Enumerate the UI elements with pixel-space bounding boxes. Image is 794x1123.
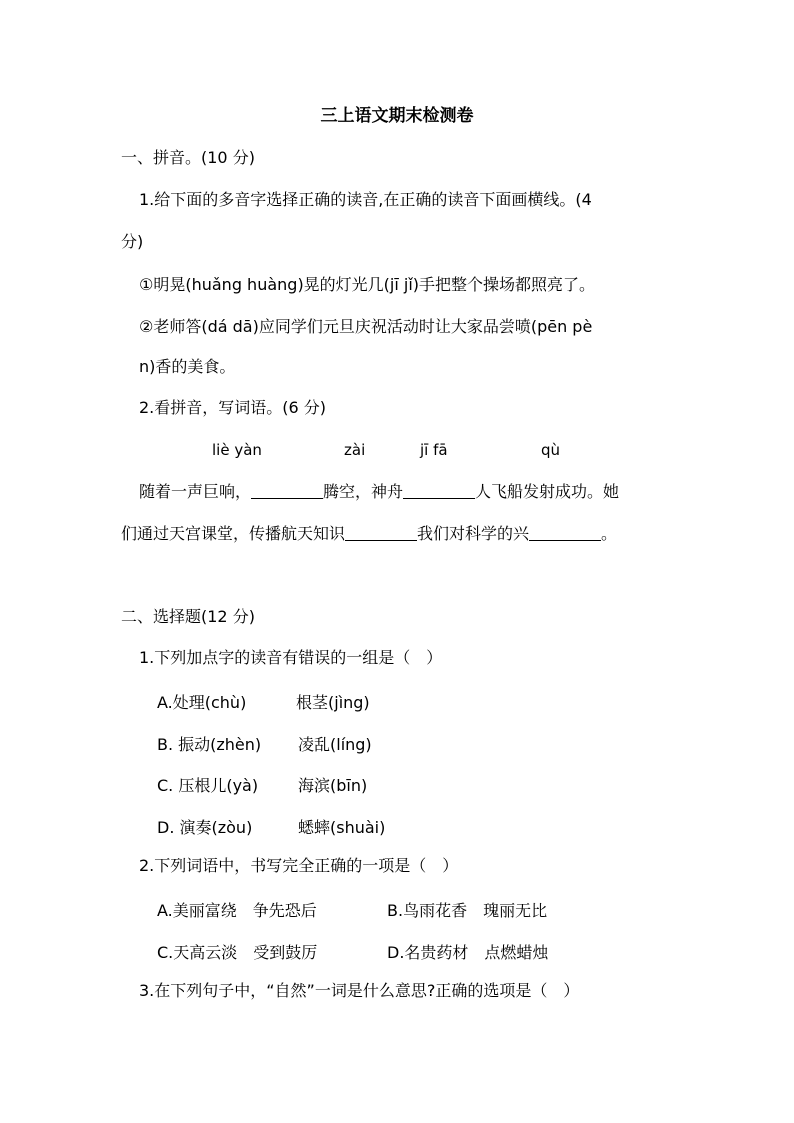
sentence-text: 人飞船发射成功。她 (475, 482, 620, 501)
section-2-heading: 二、选择题(12 分) (121, 607, 255, 626)
answer-blank[interactable] (251, 482, 323, 499)
answer-blank[interactable] (403, 482, 475, 499)
option-a[interactable]: A.处理(chù) (157, 693, 247, 712)
question-1-1-item-2: ②老师答(dá dā)应同学们元旦庆祝活动时让大家品尝喷(pēn pè (139, 317, 593, 336)
question-1-1-text-cont: 分) (121, 232, 144, 251)
pinyin-2: zài (344, 441, 366, 459)
pinyin-4: qù (541, 441, 561, 459)
option-d-word-2: 蟋蟀(shuài) (298, 818, 386, 837)
option-c-word-2: 海滨(bīn) (298, 776, 368, 795)
section-1-heading: 一、拼音。(10 分) (121, 148, 255, 167)
fill-sentence-line-1 (139, 482, 619, 502)
sentence-text: 。 (601, 524, 618, 543)
option-c[interactable]: C.天高云淡 受到鼓厉 (157, 943, 318, 962)
option-b[interactable]: B.鸟雨花香 瑰丽无比 (387, 901, 548, 920)
sentence-text: 们通过天宫课堂，传播航天知识 (121, 524, 346, 543)
sentence-text: 我们对科学的兴 (417, 524, 530, 543)
question-1-1-text: 1.给下面的多音字选择正确的读音,在正确的读音下面画横线。(4 (139, 190, 592, 209)
question-1-1-item-1: ①明晃(huǎng huàng)晃的灯光几(jī jǐ)手把整个操场都照亮了。 (139, 275, 596, 294)
sentence-text: 腾空，神舟 (323, 482, 404, 501)
answer-blank[interactable] (529, 524, 601, 541)
option-b-word-2: 凌乱(líng) (298, 735, 372, 754)
page-title: 三上语文期末检测卷 (320, 106, 474, 126)
question-1-2-text: 2.看拼音，写词语。(6 分) (139, 398, 327, 417)
question-1-1-item-2-cont: n)香的美食。 (139, 357, 236, 376)
answer-blank[interactable] (345, 524, 417, 541)
question-2-1-text: 1.下列加点字的读音有错误的一组是（ ） (139, 648, 443, 667)
option-a-word-2: 根茎(jìng) (296, 693, 370, 712)
question-2-3-text: 3.在下列句子中，“自然”一词是什么意思?正确的选项是（ ） (139, 981, 580, 1000)
question-2-2-text: 2.下列词语中，书写完全正确的一项是（ ） (139, 856, 459, 875)
fill-sentence-line-2 (121, 524, 617, 544)
option-d[interactable]: D. 演奏(zòu) (157, 818, 253, 837)
sentence-text: 随着一声巨响， (139, 482, 252, 501)
pinyin-1: liè yàn (212, 441, 262, 459)
option-a[interactable]: A.美丽富绕 争先恐后 (157, 901, 317, 920)
option-b[interactable]: B. 振动(zhèn) (157, 735, 262, 754)
option-c[interactable]: C. 压根儿(yà) (157, 776, 259, 795)
pinyin-3: jī fā (420, 441, 448, 459)
option-d[interactable]: D.名贵药材 点燃蜡烛 (387, 943, 549, 962)
